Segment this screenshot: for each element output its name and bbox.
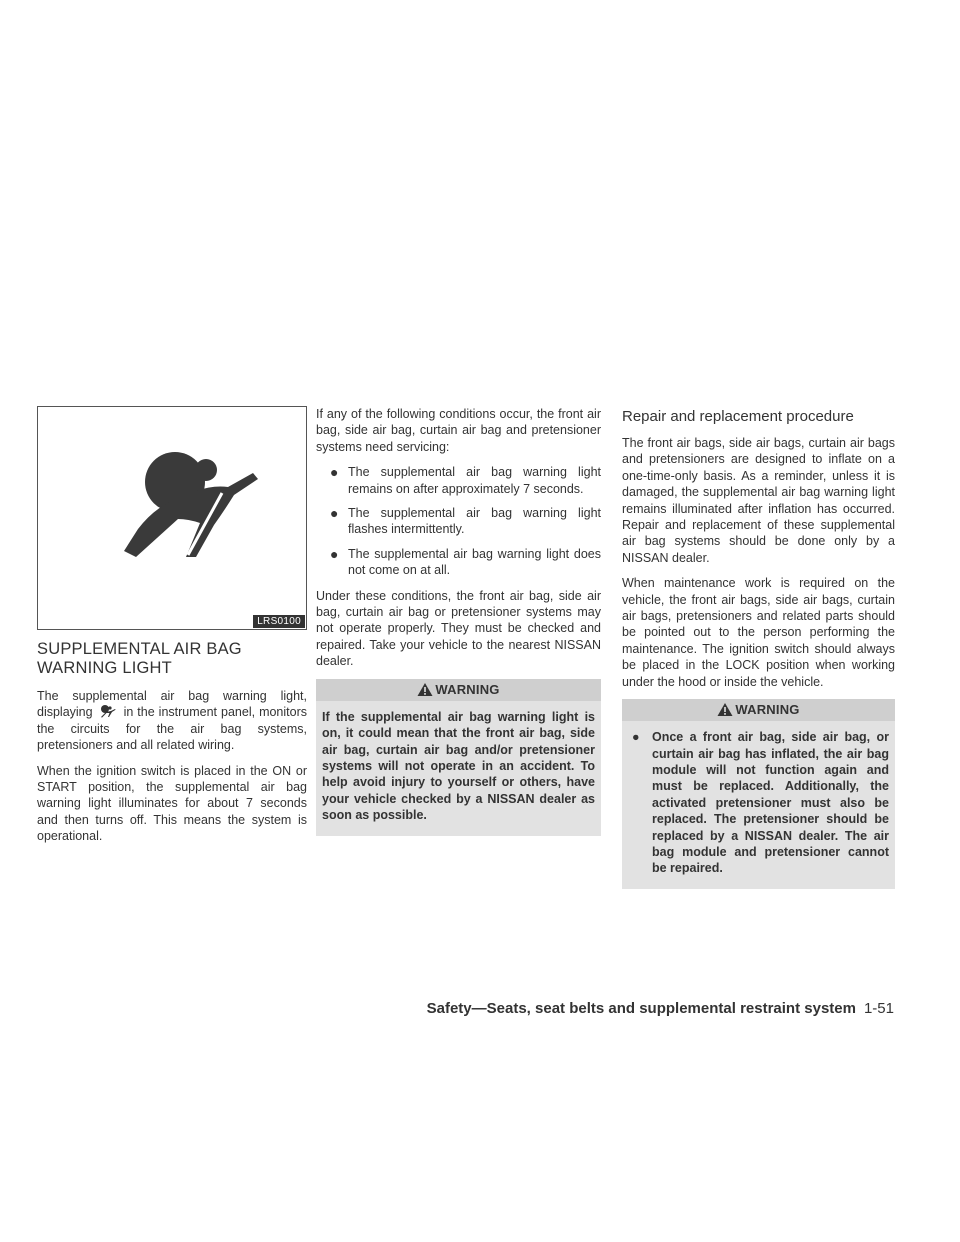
airbag-warning-icon	[38, 407, 306, 629]
paragraph-maintenance: When maintenance work is required on the vehicle, the front air bags, side air bags, curtain air bags, pretensioners and related parts should be pointed out to the person performing the maintenance. The ignition switch should always be placed in the LOCK position when working under the hood or inside the vehicle.	[622, 576, 895, 689]
airbag-warning-inline-icon	[97, 704, 117, 718]
section-heading-line2: WARNING LIGHT	[37, 659, 172, 677]
warning-box	[316, 679, 601, 836]
column-middle	[316, 406, 601, 836]
page-number: 1-51	[863, 1000, 894, 1017]
warning-triangle-icon	[717, 702, 733, 717]
paragraph-intro-end: in the instrument panel, monitors the circuits for the air bag systems, pretensioners and all related wiring.	[37, 705, 307, 753]
warning-list	[622, 721, 895, 877]
list-item	[628, 729, 889, 877]
paragraph-inflation: The front air bags, side air bags, curtain air bags and pretensioners are designed to inflate on a one-time-only basis. As a reminder, unless it is damaged, the supplemental air bag warning light remains illuminated after inflation has occurred. Repair and replacement of these supplemental air bag systems should be done only by a NISSAN dealer.	[622, 436, 895, 565]
column-left	[37, 406, 307, 854]
list-item	[316, 546, 601, 579]
paragraph-intro	[37, 688, 307, 754]
paragraph-intro-start: The supplemental air bag warning light, displaying	[37, 689, 307, 720]
list-item-text: The supplemental air bag warning light remains on after approximately 7 seconds.	[348, 465, 601, 496]
paragraph-conditions-result: Under these conditions, the front air bag, side air bag, curtain air bag or pretensioner systems may not operate properly. They must be checked and repaired. Take your vehicle to the nearest NISSAN dealer.	[316, 588, 601, 669]
conditions-list	[316, 464, 601, 578]
bullet-icon: ●	[632, 730, 640, 745]
figure-label: LRS0100	[253, 615, 305, 628]
warning-box	[622, 699, 895, 889]
bullet-icon: ●	[330, 464, 339, 481]
list-item-text: The supplemental air bag warning light does not come on at all.	[348, 546, 601, 578]
column-right	[622, 406, 895, 889]
warning-header	[316, 679, 601, 701]
subsection-heading: Repair and replacement procedure	[622, 408, 854, 425]
warning-title: WARNING	[435, 681, 500, 697]
list-item	[316, 464, 601, 497]
paragraph-conditions-intro: If any of the following conditions occur, the front air bag, side air bag, curtain air bag and pretensioner systems need servicing:	[316, 407, 601, 454]
warning-text: If the supplemental air bag warning light is on, it could mean that the front air bag, side air bag, curtain air bag and/or pretensioner systems will not operate in an accident. To help avoid injury to yourself or others, have your vehicle checked by a NISSAN dealer as soon as possible.	[322, 709, 595, 823]
section-heading	[37, 640, 307, 678]
warning-triangle-icon	[417, 682, 433, 697]
warning-header	[622, 699, 895, 721]
section-heading-line1: SUPPLEMENTAL AIR BAG	[37, 640, 242, 658]
bullet-icon: ●	[330, 505, 339, 522]
page-footer	[427, 1000, 894, 1017]
airbag-warning-figure	[37, 406, 307, 630]
paragraph-ignition: When the ignition switch is placed in the ON or START position, the supplemental air bag warning light illuminates for about 7 seconds and then turns off. This means the system is operational.	[37, 763, 307, 844]
list-item-text: Once a front air bag, side air bag, or curtain air bag has inflated, the air bag module will not function again and must be replaced. Additionally, the activated pretensioner must also be replaced. The pretensioner should be replaced by a NISSAN dealer. The air bag module and pretensioner cannot be repaired.	[652, 730, 889, 876]
footer-title: Safety—Seats, seat belts and supplemental restraint system	[426, 1000, 856, 1017]
bullet-icon: ●	[330, 545, 339, 562]
list-item-text: The supplemental air bag warning light flashes intermittently.	[348, 506, 601, 537]
warning-title: WARNING	[735, 702, 800, 718]
list-item	[316, 505, 601, 538]
